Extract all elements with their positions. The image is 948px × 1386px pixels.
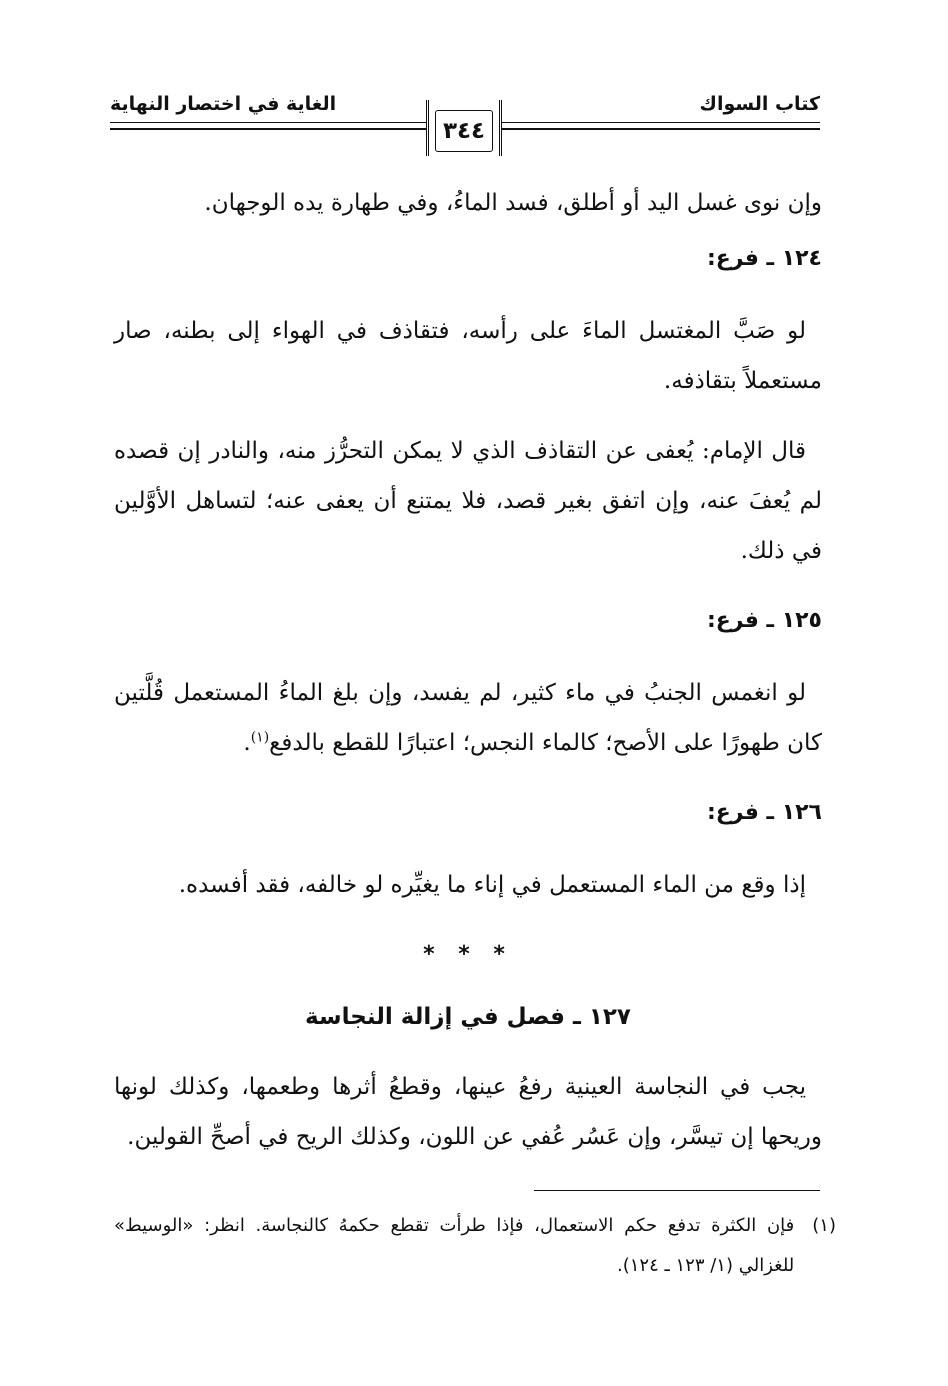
branch-heading-124: ١٢٤ ـ فرع: <box>706 246 822 271</box>
footnote-reference[interactable]: (١) <box>250 729 270 746</box>
section-separator: * * * <box>423 942 513 967</box>
paragraph: يجب في النجاسة العينية رفعُ عينها، وقطعُ أثرها وطعمها، وكذلك لونها وريحها إن تيسَّر، وإن عَسُر عُفي عن اللون، وكذلك الريح في أصحِّ القولين. <box>114 1074 822 1150</box>
running-header-work-title: الغاية في اختصار النهاية <box>110 93 337 115</box>
intro-line: وإن نوى غسل اليد أو أطلق، فسد الماءُ، وفي طهارة يده الوجهان. <box>204 190 822 216</box>
page-number-frame <box>426 100 502 156</box>
header-rule <box>502 122 820 123</box>
paragraph <box>114 668 822 768</box>
header-rule <box>502 128 820 130</box>
running-header-book-title: كتاب السواك <box>699 93 820 115</box>
paragraph-text: لو انغمس الجنبُ في ماء كثير، لم يفسد، وإن بلغ الماءُ المستعمل قُلَّتين كان طهورًا على الأصح؛ كالماء النجس؛ اعتبارًا للقطع بالدفع <box>114 680 822 756</box>
paragraph: قال الإمام: يُعفى عن التقاذف الذي لا يمكن التحرُّز منه، والنادر إن قصده لم يُعفَ عنه، وإن اتفق بغير قصد، فلا يمتنع أن يعفى عنه؛ لتساهل الأوَّلين في ذلك. <box>114 438 822 564</box>
paragraph-end: . <box>243 730 251 756</box>
section-heading-127: ١٢٧ ـ فصل في إزالة النجاسة <box>305 1004 631 1030</box>
footnote <box>114 1206 836 1286</box>
page-number: ٣٤٤ <box>435 110 493 152</box>
paragraph: لو صَبَّ المغتسل الماءَ على رأسه، فتقاذف في الهواء إلى بطنه، صار مستعملاً بتقاذفه. <box>114 318 822 394</box>
header-rule <box>110 128 426 130</box>
header-rule <box>110 122 426 123</box>
footnote-text: فإن الكثرة تدفع حكم الاستعمال، فإذا طرأت تقطع حكمهُ كالنجاسة. انظر: «الوسيط» للغزالي (١/ ١٢٣ ـ ١٢٤). <box>114 1215 795 1276</box>
footnote-separator <box>534 1190 820 1191</box>
branch-heading-125: ١٢٥ ـ فرع: <box>706 608 822 633</box>
branch-heading-126: ١٢٦ ـ فرع: <box>706 800 822 825</box>
main-text <box>114 178 822 1182</box>
paragraph: إذا وقع من الماء المستعمل في إناء ما يغيِّره لو خالفه، فقد أفسده. <box>178 872 806 898</box>
footnote-number: (١) <box>812 1215 836 1236</box>
